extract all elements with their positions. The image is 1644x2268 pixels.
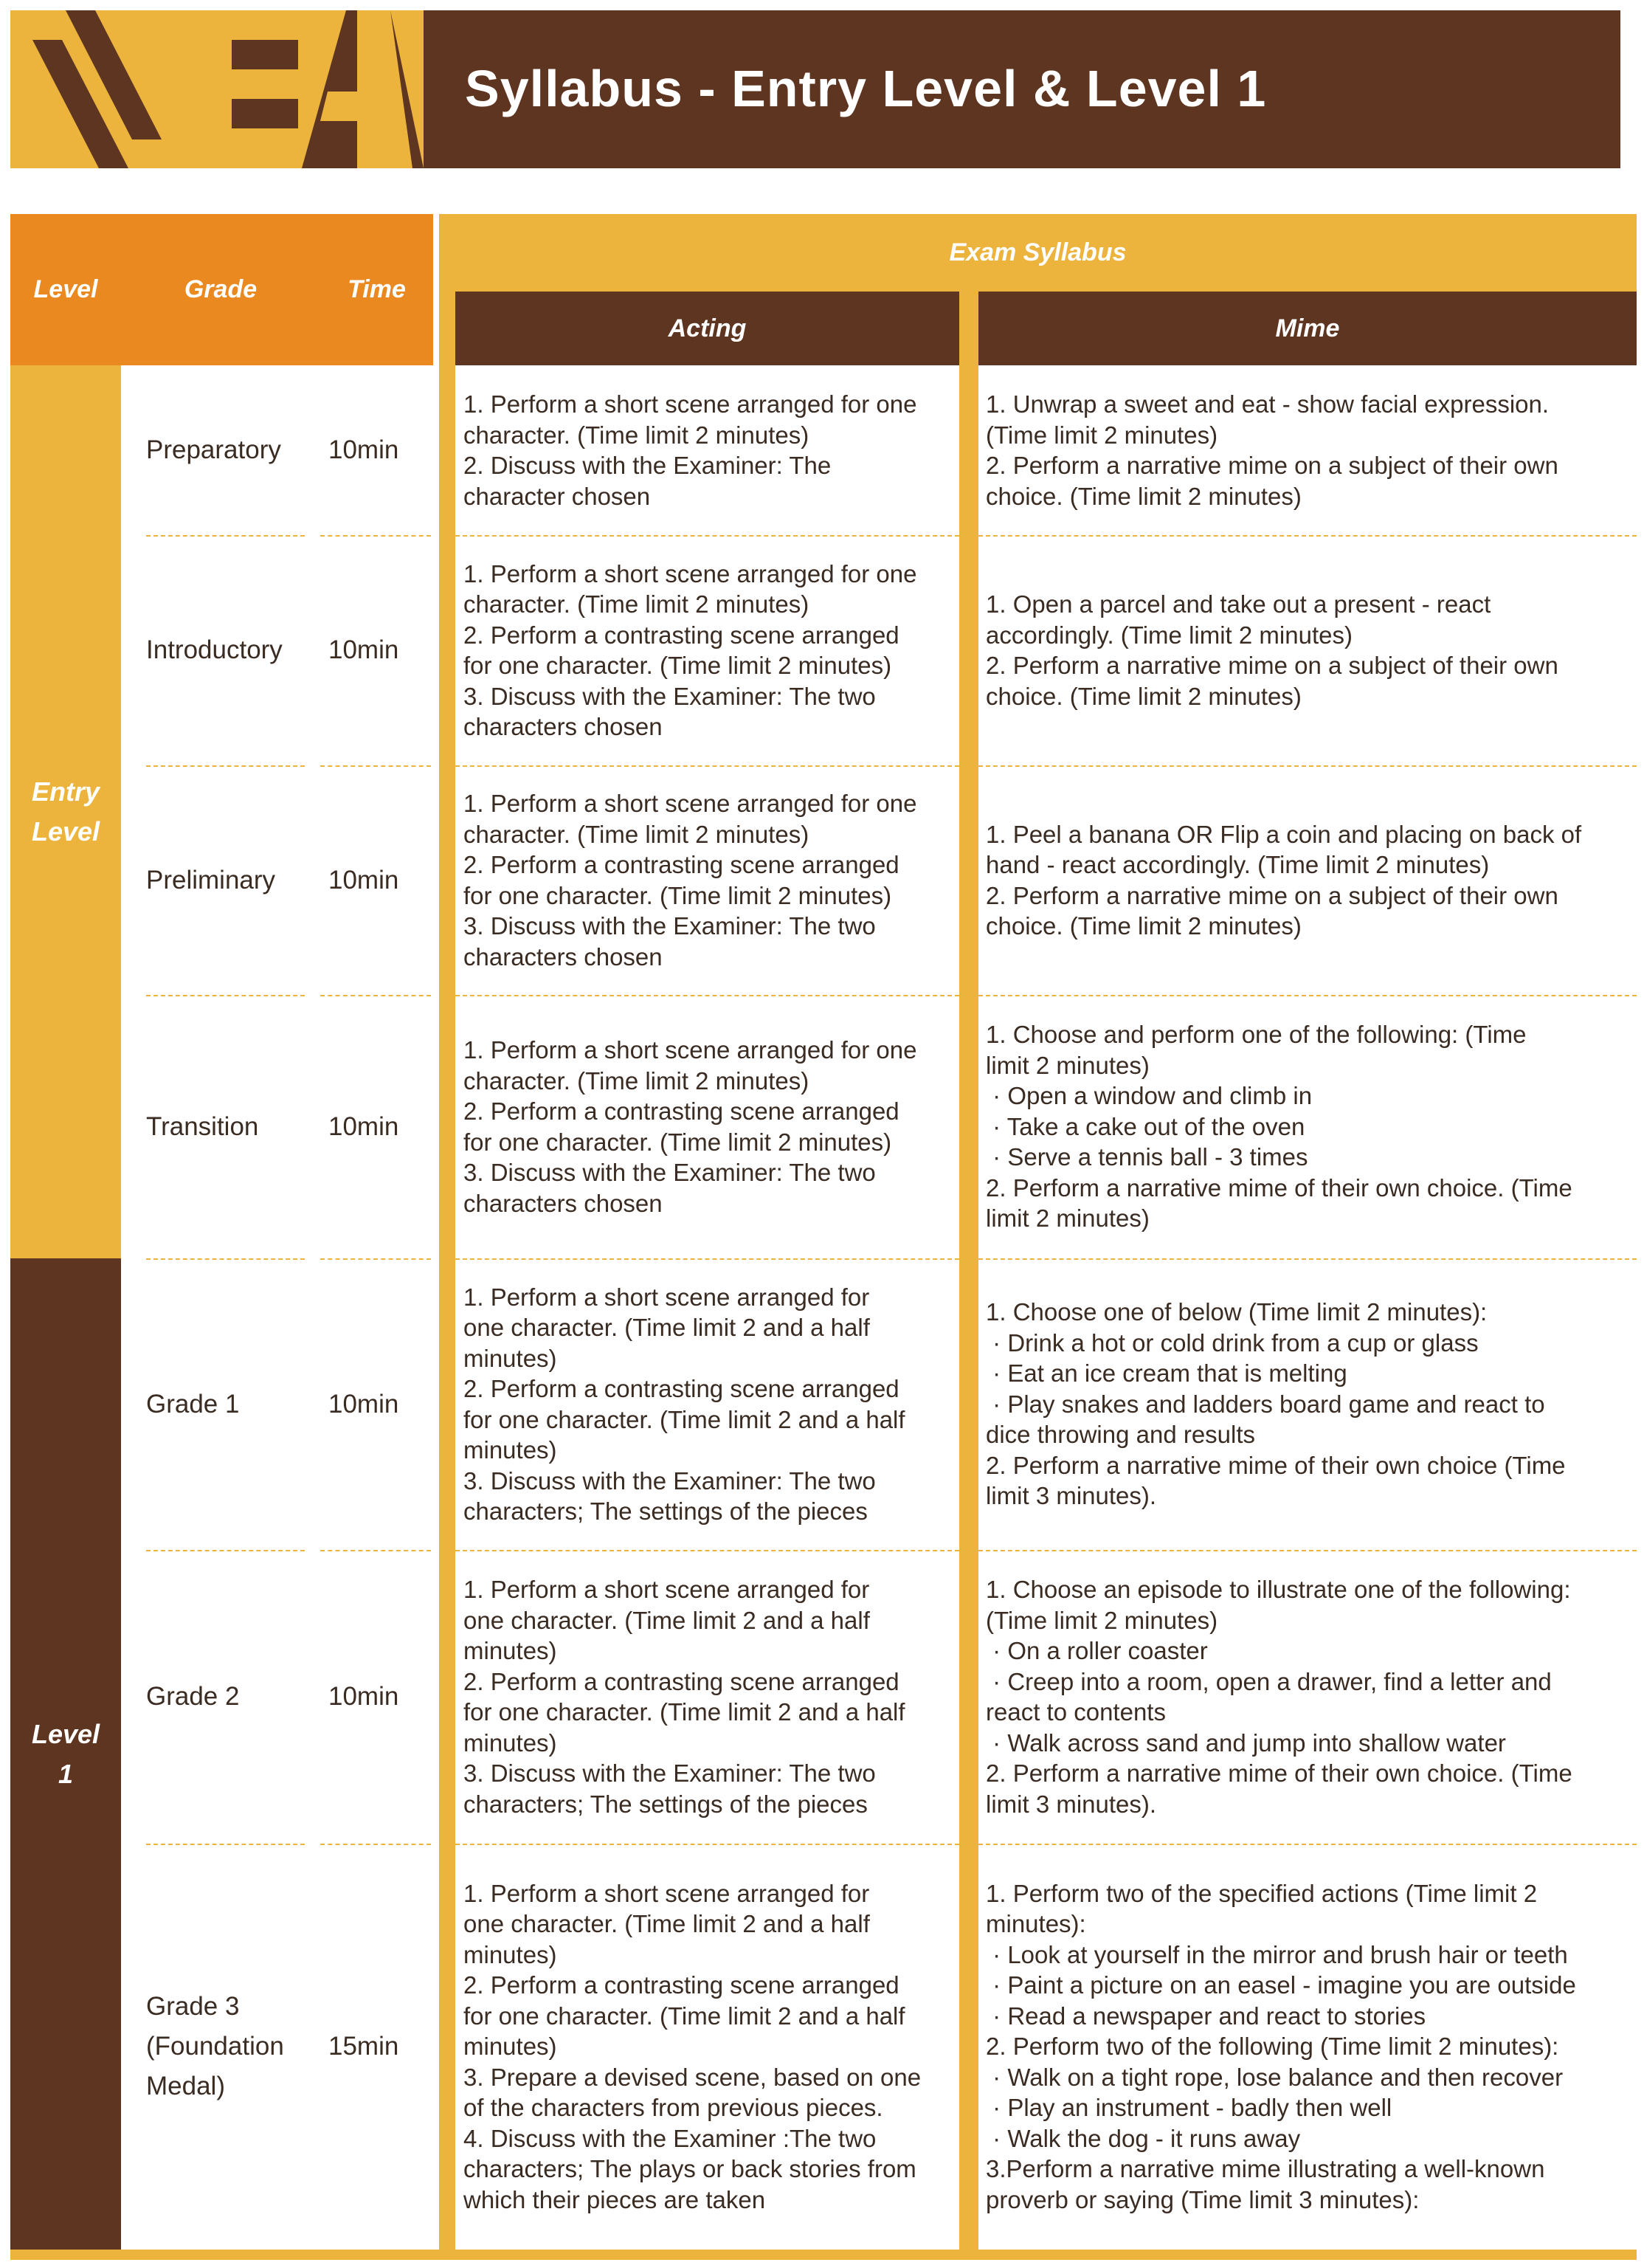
acting-cell-line: character. (Time limit 2 minutes) [463, 590, 809, 618]
mime-cell-line: limit 2 minutes) [986, 1204, 1150, 1233]
mime-cell-line: · Look at yourself in the mirror and brush hair or teeth [986, 1940, 1568, 1968]
acting-cell-line: one character. (Time limit 2 and a half [463, 1606, 870, 1634]
acting-cell-line: 1. Perform a short scene arranged for one [463, 1036, 917, 1064]
acting-cell [463, 1844, 956, 2250]
acting-cell-line: character. (Time limit 2 minutes) [463, 1066, 809, 1095]
acting-cell-line: 1. Perform a short scene arranged for one [463, 390, 917, 418]
level-label-line: Entry [31, 776, 100, 807]
mime-cell-line: · Walk across sand and jump into shallow water [986, 1728, 1506, 1757]
acting-cell [463, 765, 956, 995]
level-label-line: 1 [58, 1758, 74, 1789]
acting-cell-line: 4. Discuss with the Examiner :The two [463, 2124, 877, 2152]
acting-cell-line: which their pieces are taken [463, 2185, 766, 2213]
mime-cell-line: 1. Choose and perform one of the following: (Time [986, 1021, 1527, 1049]
mime-cell-line: (Time limit 2 minutes) [986, 1606, 1218, 1634]
acting-cell-line: characters; The settings of the pieces [463, 1790, 868, 1818]
acting-cell-line: for one character. (Time limit 2 minutes) [463, 1128, 892, 1156]
level-band-level-1 [10, 1258, 121, 2250]
grade-line: Grade 1 [146, 1389, 240, 1419]
grade-cell [146, 995, 316, 1258]
acting-cell-line: minutes) [463, 2033, 557, 2061]
mime-cell [986, 995, 1635, 1258]
mime-cell-line: · Walk on a tight rope, lose balance and then recover [986, 2063, 1564, 2091]
grade-cell [146, 1258, 316, 1550]
grade-line: Introductory [146, 635, 283, 664]
mime-cell-line: · Creep into a room, open a drawer, find a letter and [986, 1667, 1552, 1695]
acting-cell-line: 1. Perform a short scene arranged for one [463, 790, 917, 817]
mime-cell-line: choice. (Time limit 2 minutes) [986, 682, 1302, 710]
mime-cell-line: 3.Perform a narrative mime illustrating a well-known [986, 2155, 1545, 2183]
mime-cell-line: 1. Open a parcel and take out a present - react [986, 590, 1491, 618]
acting-cell-line: 3. Prepare a devised scene, based on one [463, 2063, 922, 2091]
nea-logo [10, 10, 424, 168]
grade-line: Transition [146, 1111, 259, 1141]
acting-cell-line: of the characters from previous pieces. [463, 2094, 883, 2122]
time-cell: 15min [328, 2032, 399, 2061]
header-acting: Acting [455, 292, 959, 365]
mime-cell-line: 2. Perform two of the following (Time limit 2 minutes): [986, 2033, 1559, 2061]
grade-cell [146, 1844, 316, 2250]
acting-cell-line: character. (Time limit 2 minutes) [463, 421, 809, 449]
mime-cell-line: choice. (Time limit 2 minutes) [986, 912, 1302, 940]
mime-cell-line: accordingly. (Time limit 2 minutes) [986, 621, 1353, 649]
mime-cell-line: · On a roller coaster [986, 1637, 1208, 1664]
mime-cell-line: · Read a newspaper and react to stories [986, 2002, 1426, 2030]
acting-cell-line: 2. Perform a contrasting scene arranged [463, 1667, 899, 1695]
acting-cell [463, 365, 956, 535]
acting-cell-line: 1. Perform a short scene arranged for [463, 1879, 870, 1907]
acting-cell-line: 2. Discuss with the Examiner: The [463, 452, 832, 479]
acting-cell-line: for one character. (Time limit 2 and a half [463, 1698, 905, 1726]
mime-cell-line: 2. Perform a narrative mime on a subject of their own [986, 452, 1558, 479]
acting-cell [463, 1550, 956, 1844]
mime-cell-line: 2. Perform a narrative mime of their own choice (Time [986, 1451, 1566, 1479]
mime-cell-line: · Serve a tennis ball - 3 times [986, 1143, 1308, 1171]
acting-cell-line: for one character. (Time limit 2 and a half [463, 1405, 905, 1433]
acting-cell-line: for one character. (Time limit 2 minutes) [463, 881, 892, 909]
mime-cell-line: 1. Perform two of the specified actions (Time limit 2 [986, 1879, 1538, 1907]
acting-cell-line: minutes) [463, 1436, 557, 1464]
mime-cell-line: limit 3 minutes). [986, 1790, 1157, 1818]
acting-cell-line: one character. (Time limit 2 and a half [463, 1314, 870, 1341]
acting-cell-line: 1. Perform a short scene arranged for [463, 1576, 870, 1603]
mime-cell-line: · Walk the dog - it runs away [986, 2124, 1301, 2152]
mime-cell-line: · Play snakes and ladders board game and react to [986, 1390, 1545, 1418]
mime-cell-line: · Eat an ice cream that is melting [986, 1359, 1347, 1388]
acting-cell-line: minutes) [463, 1637, 557, 1664]
mime-cell [986, 765, 1635, 995]
acting-cell-line: 1. Perform a short scene arranged for one [463, 559, 917, 587]
mime-cell-line: (Time limit 2 minutes) [986, 421, 1218, 449]
mime-cell-line: 2. Perform a narrative mime on a subject of their own [986, 652, 1558, 679]
acting-cell [463, 1258, 956, 1550]
acting-cell-line: 3. Discuss with the Examiner: The two [463, 682, 876, 710]
acting-cell-line: characters chosen [463, 1189, 663, 1217]
acting-cell [463, 535, 956, 765]
header-exam-syllabus: Exam Syllabus [439, 214, 1637, 292]
mime-cell-line: 2. Perform a narrative mime of their own choice. (Time [986, 1759, 1572, 1787]
acting-cell [463, 995, 956, 1258]
acting-cell-line: characters chosen [463, 942, 663, 971]
acting-cell-line: characters chosen [463, 713, 663, 740]
header-mime: Mime [978, 292, 1637, 365]
mime-cell-line: 2. Perform a narrative mime on a subject of their own [986, 881, 1558, 909]
grade-cell [146, 535, 316, 765]
grade-line: Medal) [146, 2072, 225, 2100]
time-cell: 10min [328, 1111, 399, 1141]
acting-cell-line: 3. Discuss with the Examiner: The two [463, 912, 876, 940]
acting-cell-line: 3. Discuss with the Examiner: The two [463, 1159, 876, 1186]
acting-cell-line: 1. Perform a short scene arranged for [463, 1283, 870, 1311]
grade-line: (Foundation [146, 2032, 284, 2061]
acting-cell-line: character. (Time limit 2 minutes) [463, 820, 809, 848]
acting-cell-line: minutes) [463, 1728, 557, 1757]
mime-cell-line: · Open a window and climb in [986, 1082, 1313, 1110]
acting-cell-line: minutes) [463, 1344, 557, 1372]
mime-cell [986, 1550, 1635, 1844]
mime-cell-line: · Paint a picture on an easel - imagine you are outside [986, 1971, 1576, 1999]
acting-cell-line: for one character. (Time limit 2 minutes) [463, 652, 892, 679]
time-cell: 10min [328, 1682, 399, 1711]
page-title: Syllabus - Entry Level & Level 1 [465, 60, 1267, 117]
mime-cell-line: proverb or saying (Time limit 3 minutes): [986, 2185, 1420, 2213]
header-level: Level [33, 275, 98, 303]
mime-cell-line: · Play an instrument - badly then well [986, 2094, 1392, 2122]
mime-cell-line: 1. Choose one of below (Time limit 2 minutes): [986, 1298, 1488, 1326]
level-label-line: Level [31, 1718, 100, 1749]
grade-line: Preparatory [146, 435, 281, 464]
acting-cell-line: 3. Discuss with the Examiner: The two [463, 1466, 876, 1495]
mime-cell-line: 1. Choose an episode to illustrate one of the following: [986, 1576, 1571, 1603]
mime-cell-line: · Drink a hot or cold drink from a cup or glass [986, 1328, 1479, 1357]
grade-line: Grade 3 [146, 1992, 240, 2021]
mime-cell-line: minutes): [986, 1910, 1086, 1938]
acting-cell-line: characters; The settings of the pieces [463, 1497, 868, 1525]
acting-cell-line: 2. Perform a contrasting scene arranged [463, 1971, 899, 1999]
mime-cell [986, 535, 1635, 765]
mime-cell-line: 1. Unwrap a sweet and eat - show facial expression. [986, 390, 1550, 418]
acting-cell-line: 2. Perform a contrasting scene arranged [463, 1375, 899, 1402]
header-grade: Grade [184, 275, 258, 303]
acting-cell-line: characters; The plays or back stories from [463, 2155, 916, 2183]
mime-cell-line: limit 3 minutes). [986, 1482, 1157, 1510]
grade-cell [146, 1550, 316, 1844]
mime-cell [986, 365, 1635, 535]
mime-cell-line: react to contents [986, 1698, 1166, 1726]
time-cell: 10min [328, 1389, 399, 1419]
mime-cell-line: choice. (Time limit 2 minutes) [986, 482, 1302, 510]
acting-cell-line: 3. Discuss with the Examiner: The two [463, 1759, 876, 1787]
grade-line: Grade 2 [146, 1682, 240, 1711]
mime-cell-line: 2. Perform a narrative mime of their own choice. (Time [986, 1173, 1572, 1202]
mime-cell [986, 1258, 1635, 1550]
acting-cell-line: 2. Perform a contrasting scene arranged [463, 621, 899, 649]
mime-cell-line: 1. Peel a banana OR Flip a coin and placing on back of [986, 820, 1582, 848]
header-time: Time [348, 275, 406, 303]
mime-cell-line: dice throwing and results [986, 1421, 1256, 1449]
acting-cell-line: for one character. (Time limit 2 and a half [463, 2002, 905, 2030]
acting-cell-line: one character. (Time limit 2 and a half [463, 1910, 870, 1938]
mime-cell-line: · Take a cake out of the oven [986, 1112, 1305, 1140]
mime-cell-line: hand - react accordingly. (Time limit 2 minutes) [986, 851, 1490, 878]
grade-line: Preliminary [146, 865, 276, 895]
acting-cell-line: character chosen [463, 482, 651, 510]
acting-cell-line: 2. Perform a contrasting scene arranged [463, 851, 899, 878]
level-band-entry [10, 365, 121, 1258]
acting-cell-line: minutes) [463, 1940, 557, 1968]
acting-cell-line: 2. Perform a contrasting scene arranged [463, 1097, 899, 1125]
time-cell: 10min [328, 635, 399, 664]
mime-cell-line: limit 2 minutes) [986, 1051, 1150, 1079]
grade-cell [146, 365, 316, 535]
mime-cell [986, 1844, 1635, 2250]
level-label-line: Level [31, 816, 100, 847]
grade-cell [146, 765, 316, 995]
time-cell: 10min [328, 435, 399, 464]
table-bottom-strip [10, 2250, 1637, 2260]
time-cell: 10min [328, 865, 399, 895]
